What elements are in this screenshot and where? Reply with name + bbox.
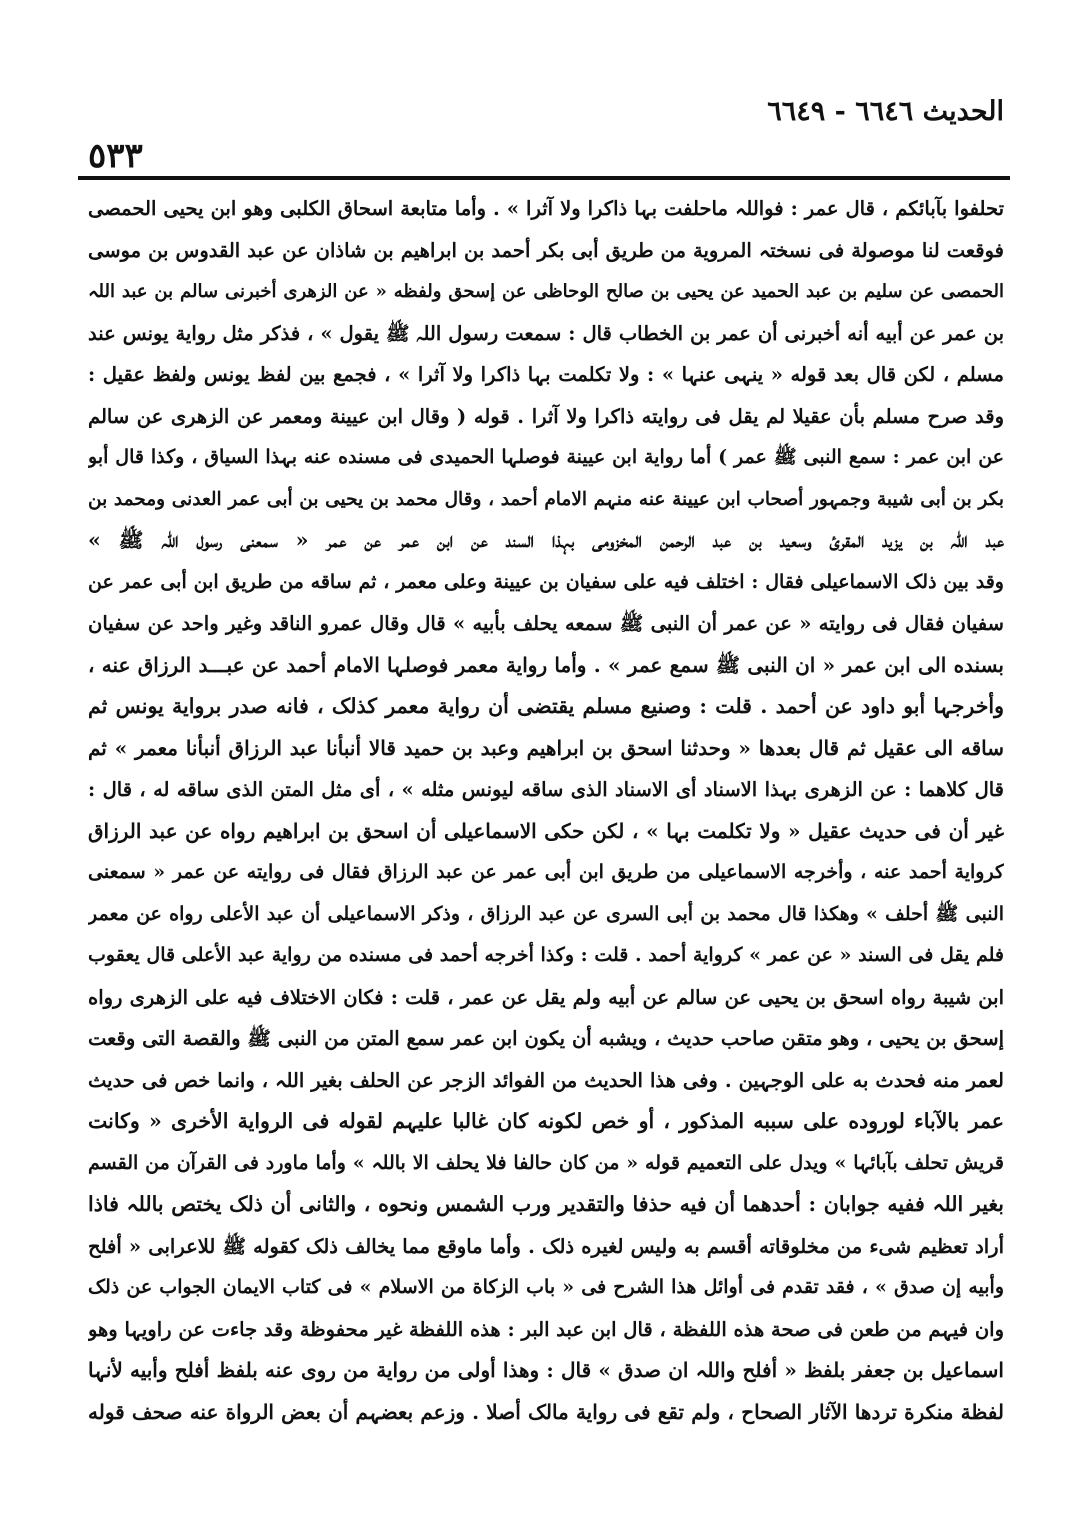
text-line: ساقه الی عقیل ثم قال بعدها « وحدثنا اسحق بن ابراهیم وعبد بن حمید قالا أنبأنا عبد الرزاق أنبأنا معمر » ثم [88, 735, 1004, 760]
text-line: غیر أن فی حدیث عقیل « ولا تکلمت بہا » ، لکن حکی الاسماعیلی أن اسحق بن ابراهیم رواه عن عبد الرزاق [88, 818, 1004, 843]
text-line: بن عمر عن أبیه أنه أخبرنی أن عمر بن الخطاب قال : سمعت رسول اللہ ﷺ یقول » ، فذکر مثل روایة یونس عند [88, 321, 1004, 345]
text-line: اسماعیل بن جعفر بلفظ « أفلح واللہ ان صدق » قال : وهذا أولی من روایة من روی عنه بلفظ أفلح وأبیه لأنہا [88, 1358, 1004, 1382]
text-line: فوقعت لنا موصولة فی نسختہ المرویة من طریق أبی بکر أحمد بن ابراهیم بن شاذان عن عبد القدوس بن موسی [88, 238, 1004, 262]
text-line: عمر بالآباء لوروده علی سببه المذکور ، أو خص لکونه کان غالبا علیہم لقوله فی الروایة الأخری « وکانت [88, 1109, 1004, 1133]
text-line: وأبیه إن صدق » ، فقد تقدم فی أوائل هذا الشرح فی « باب الزکاة من الاسلام » فی کتاب الایمان الجواب عن ذلک [88, 1276, 1004, 1298]
text-line: أراد تعظیم شیء من مخلوقاته أقسم به ولیس لغیره ذلک . وأما ماوقع مما یخالف ذلک کقوله ﷺ للاعرابی « أفلح [88, 1234, 1004, 1258]
text-line: فلم یقل فی السند « عن عمر » کروایة أحمد . قلت : وکذا أخرجه أحمد فی مسنده من روایة عبد الأعلی قال یعقوب [88, 944, 1004, 966]
text-line: إسحق بن یحیی ، وهو متقن صاحب حدیث ، ویشبه أن یکون ابن عمر سمع المتن من النبی ﷺ والقصة التی وقعت [88, 1027, 1004, 1050]
text-line: لفظة منکرة تردها الآثار الصحاح ، ولم تقع فی روایة مالک أصلا . وزعم بعضہم أن بعض الرواة عنه صحف قوله [88, 1399, 1004, 1424]
text-line: سفیان فقال فی روایته « عن عمر أن النبی ﷺ سمعه یحلف بأبیه » قال وقال عمرو الناقد وغیر واحد عن سفیان [88, 612, 1004, 635]
text-line: بکر بن أبی شیبة وجمہور أصحاب ابن عیینة عنه منہم الامام أحمد ، وقال محمد بن یحیی بن أبی عمر العدنی ومحمد بن [88, 488, 1004, 510]
text-line: بغیر اللہ ففیه جوابان : أحدهما أن فیه حذفا والتقدیر ورب الشمس ونحوه ، والثانی أن ذلک یختص باللہ فاذا [88, 1192, 1004, 1216]
page-number: ٥٣٣ [88, 136, 143, 176]
header-rule [78, 176, 1010, 180]
text-line: عبد اللہ بن یزید المقرئ وسعید بن عبد الرحمن المخزومی بہذا السند عن ابن عمر عن عمر « سمعنی رسول اللہ ﷺ » [88, 528, 1004, 552]
text-line: کروایة أحمد عنه ، وأخرجه الاسماعیلی من طریق ابن أبی عمر عن عبد الرزاق فقال فی روایته عن عمر « سمعنی [88, 861, 1004, 883]
hadith-range-title: الحديث ٦٦٤٦ - ٦٦٤٩ [767, 96, 1004, 127]
text-line: وان فیہم من طعن فی صحة هذه اللفظة ، قال ابن عبد البر : هذه اللفظة غیر محفوظة وقد جاءت عن راویہا وهو [88, 1317, 1004, 1341]
text-line: قال کلاهما : عن الزهری بہذا الاسناد أی الاسناد الذی ساقه لیونس مثله » ، أی مثل المتن الذی ساقه له ، قال : [88, 778, 1004, 801]
text-line: وقد بین ذلک الاسماعیلی فقال : اختلف فیه علی سفیان بن عیینة وعلی معمر ، ثم ساقه من طریق ابن أبی عمر عن [88, 570, 1004, 593]
text-line: الحمصی عن سلیم بن عبد الحمید عن یحیی بن صالح الوحاظی عن إسحق ولفظه « عن الزهری أخبرنی سالم بن عبد اللہ [88, 281, 1004, 302]
text-line: ابن شیبة رواه اسحق بن یحیی عن سالم عن أبیه ولم یقل عن عمر ، قلت : فکان الاختلاف فیه علی الزهری رواه [88, 985, 1004, 1009]
text-line: عن ابن عمر : سمع النبی ﷺ عمر ) أما روایة ابن عیینة فوصلہا الحمیدی فی مسنده عنه بہذا السیاق ، وکذا قال أبو [88, 446, 1004, 468]
running-head [88, 0, 1004, 182]
text-line: النبی ﷺ أحلف » وهکذا قال محمد بن أبی السری عن عبد الرزاق ، وذکر الاسماعیلی أن عبد الأعلی رواه عن معمر [88, 902, 1004, 925]
text-line: لعمر منه فحدث به علی الوجہین . وفی هذا الحدیث من الفوائد الزجر عن الحلف بغیر اللہ ، وانما خص فی حدیث [88, 1068, 1004, 1092]
text-line: تحلفوا بآبائكم ، قال عمر : فواللہ ماحلفت بہا ذاکرا ولا آثرا » . وأما متابعة اسحاق الکلبی وهو ابن یحیی الحمصی [88, 197, 1004, 220]
commentary-text [88, 188, 1004, 1433]
text-line: مسلم ، لکن قال بعد قوله « ینہی عنہا » : ولا تکلمت بہا ذاکرا ولا آثرا » ، فجمع بین لفظ یونس ولفظ عقیل : [88, 363, 1004, 386]
text-line: وقد صرح مسلم بأن عقیلا لم یقل فی روایته ذاکرا ولا آثرا . قوله ( وقال ابن عیینة ومعمر عن الزهری عن سالم [88, 404, 1004, 428]
text-line: قریش تحلف بآبائہا » ویدل علی التعمیم قوله « من کان حالفا فلا یحلف الا باللہ » وأما ماورد فی القرآن من القسم [88, 1151, 1004, 1174]
text-line: وأخرجہا أبو داود عن أحمد . قلت : وصنیع مسلم یقتضی أن روایة معمر کذلک ، فانه صدر بروایة یونس ثم [88, 694, 1004, 718]
text-line: بسنده الی ابن عمر « ان النبی ﷺ سمع عمر » . وأما روایة معمر فوصلہا الامام أحمد عن عبـــد الرزاق عنه ، [88, 652, 1004, 677]
